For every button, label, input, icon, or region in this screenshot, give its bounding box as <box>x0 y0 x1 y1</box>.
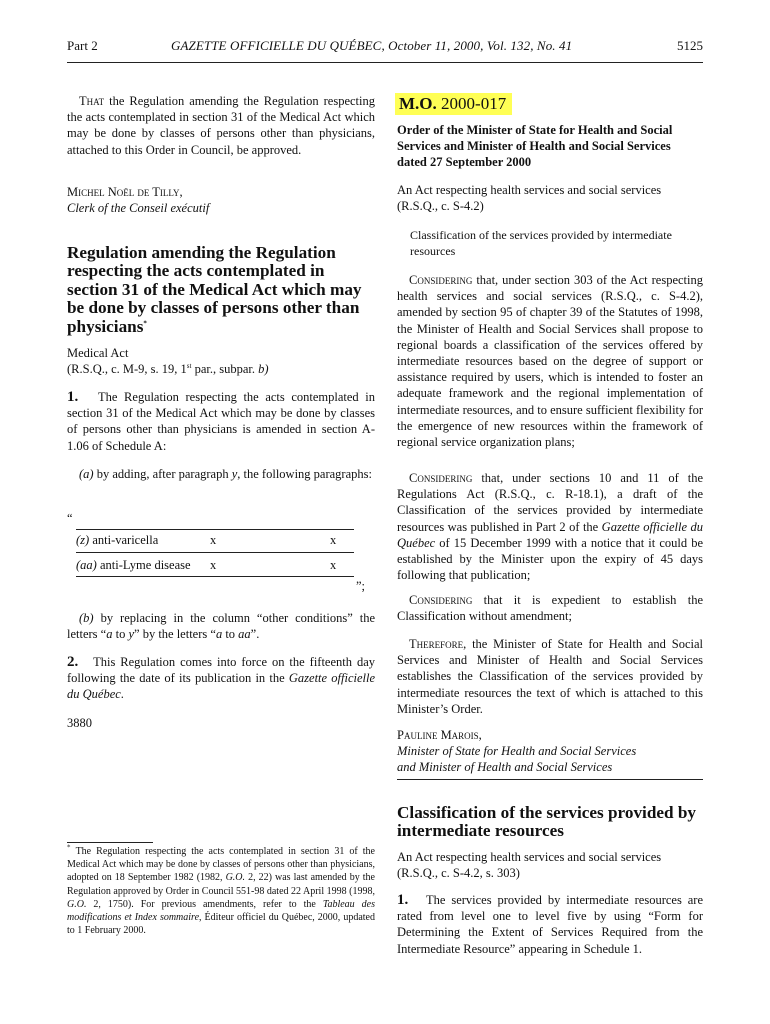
considering-3-paragraph: Considering that it is expedient to establish the Classification without amendment; <box>397 593 703 624</box>
considering-2-paragraph: Considering that, under sections 10 and 11 of the Regulations Act (R.S.Q., c. R-18.1), a draft of the Classification of the services provided by intermediate resources was published in Part 2 of the Gazette officielle du Québec of 15 December 1999 with a notice that it could be established by the Minister upon the expiry of 45 days following that publication; <box>397 471 704 583</box>
section-divider <box>397 779 703 780</box>
signature-block-left <box>67 184 375 216</box>
order-title: Order of the Minister of State for Health and Social Services and Minister of Health and Social Services dated 27 September 2000 <box>397 123 673 170</box>
act-citation: Medical Act (R.S.Q., c. M-9, s. 19, 1st par., subpar. b) <box>67 346 269 377</box>
header-page-number: 5125 <box>677 38 703 53</box>
open-quote: “ <box>67 511 73 525</box>
header-title: GAZETTE OFFICIELLE DU QUÉBEC, October 11, 2000, Vol. 132, No. 41 <box>171 38 573 53</box>
classification-section-1: 1. The services provided by intermediate resources are rated from level one to level five by using “Form for Determining the Extent of Services Required from the Intermediate Resource” appearing in Schedule 1. <box>397 892 703 956</box>
amendment-a-paragraph: (a) by adding, after paragraph y, the following paragraphs: <box>79 467 372 481</box>
table-bottom-rule <box>76 576 354 577</box>
header-part: Part 2 <box>67 38 98 53</box>
close-quote: ”; <box>356 579 366 593</box>
ministerial-order-number: M.O. 2000-017 <box>395 93 512 115</box>
running-header <box>67 36 703 56</box>
footnote: * The Regulation respecting the acts contemplated in section 31 of the Medical Act which may be done by classes of persons other than physicians, adopted on 18 September 1982 (1982, G.O. 2, 22) was last amended by the Regulation approved by Order in Council 551-98 dated 22 April 1998 (1998, G.O. 2, 1750). For previous amendments, refer to the Tableau des modifications et Index sommaire, Éditeur officiel du Québec, 2000, updated to 1 February 2000. <box>67 843 375 937</box>
schedule-rows-table <box>76 531 354 574</box>
section-1-number: 1. <box>67 389 79 405</box>
signer-name: Michel Noël de Tilly, <box>67 185 183 199</box>
classification-title: Classification of the services provided by intermediate resources <box>397 803 697 841</box>
act-line: An Act respecting health services and social services (R.S.Q., c. S-4.2) <box>397 183 662 214</box>
reference-number: 3880 <box>67 716 92 730</box>
amendment-b-paragraph: (b) by replacing in the column “other conditions” the letters “a to y” by the letters “a to aa”. <box>67 611 376 642</box>
footnote-rule <box>67 842 153 843</box>
signer-title: Clerk of the Conseil exécutif <box>67 201 210 216</box>
table-row: (z) anti-varicella x x <box>76 533 337 547</box>
section-2-paragraph: 2. This Regulation comes into force on the fifteenth day following the date of its publication in the Gazette officielle du Québec. <box>67 654 376 702</box>
subject-line: Classification of the services provided by intermediate resources <box>410 228 672 259</box>
that-lead: That <box>79 94 105 108</box>
table-row: (aa) anti-Lyme disease x x <box>76 558 337 572</box>
that-text: the Regulation amending the Regulation respecting the acts contemplated in section 31 of the Medical Act which may be done by classes of persons other than physicians, attached to this Order in Council, be approved. <box>67 94 376 157</box>
considering-1-paragraph: Considering that, under section 303 of the Act respecting health services and social services (R.S.Q., c. S-4.2), amended by section 95 of chapter 39 of the Statutes of 1998, the Minister of Health and Social Services shall propose to regional boards a classification of the services offered by intermediate resources based on the degree of support or assistance required by users, which is intended to foster an adequate framework and the regional implementation of intermediate resources, and to ensure sufficient flexibility for the emergence of new resources within the framework of regional service organization plans; <box>397 273 703 450</box>
footnote-ref: * <box>143 318 147 327</box>
section-2-number: 2. <box>67 654 79 670</box>
therefore-paragraph: Therefore, the Minister of State for Health and Social Services and Minister of Health and Social Services establishes the Classification of the services provided by intermediate resources the text of which is attached to this Minister’s Order. <box>397 637 703 716</box>
signature-block-right: Pauline Marois, Minister of State for Health and Social Services and Minister of Health and Social Services <box>397 728 637 775</box>
header-rule <box>67 62 703 63</box>
order-in-council-paragraph <box>67 93 375 158</box>
classification-act-line: An Act respecting health services and social services (R.S.Q., c. S-4.2, s. 303) <box>397 850 662 881</box>
table-top-rule <box>76 529 354 530</box>
regulation-title: Regulation amending the Regulation respecting the acts contemplated in section 31 of the Medical Act which may be done by classes of persons other than physicians* <box>67 243 362 336</box>
section-1-paragraph: 1. The Regulation respecting the acts contemplated in section 31 of the Medical Act which may be done by classes of persons other than physicians is amended in section A-1.06 of Schedule A: <box>67 389 375 453</box>
